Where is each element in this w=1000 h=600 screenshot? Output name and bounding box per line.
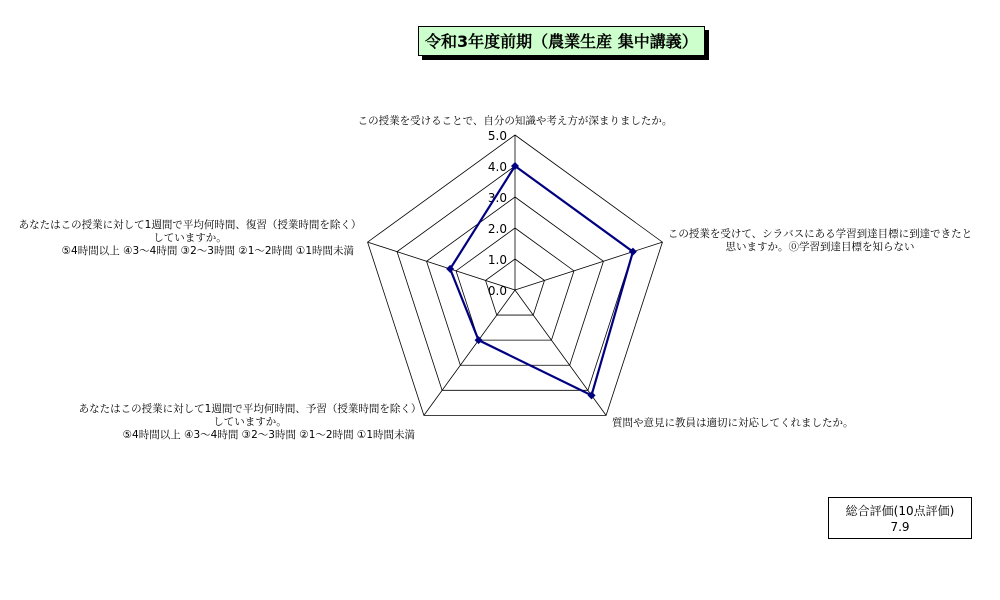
- summary-box: [828, 497, 972, 539]
- axis-label-line: 質問や意見に教員は適切に対応してくれましたか。: [612, 417, 854, 429]
- axis-label-line: していますか。: [153, 232, 227, 244]
- tick-label: 1.0: [487, 253, 507, 267]
- radar-spokes: [368, 135, 663, 415]
- tick-label: 2.0: [487, 222, 507, 236]
- series-point-2: [588, 391, 596, 399]
- axis-label-line: ⑤4時間以上 ④3～4時間 ③2～3時間 ②1～2時間 ①1時間未満: [122, 429, 415, 441]
- radar-tick-labels: [488, 129, 507, 298]
- radar-series: [446, 162, 637, 399]
- axis-label-2: [612, 416, 854, 429]
- axis-label-line: この授業を受けて、シラバスにある学習到達目標に到達できたと: [667, 228, 973, 240]
- tick-label: 0.0: [487, 284, 507, 298]
- axis-label-line: 思いますか。⓪学習到達目標を知らない: [725, 241, 915, 253]
- tick-label: 4.0: [487, 160, 507, 174]
- axis-label-1: [668, 227, 972, 253]
- tick-label: 3.0: [487, 191, 507, 205]
- axis-label-line: あなたはこの授業に対して1週間で平均何時間、予習（授業時間を除く）: [78, 403, 422, 415]
- axis-label-0: [358, 114, 673, 127]
- axis-label-line: していますか。: [213, 416, 287, 428]
- tick-label: 5.0: [487, 129, 507, 143]
- chart-title: 令和3年度前期（農業生産 集中講義）: [418, 26, 705, 56]
- series-point-3: [475, 336, 483, 344]
- summary-label: 総合評価(10点評価): [845, 504, 955, 518]
- axis-label-4: [19, 218, 362, 257]
- summary-value: 7.9: [890, 520, 910, 534]
- axis-label-line: ⑤4時間以上 ④3～4時間 ③2～3時間 ②1～2時間 ①1時間未満: [61, 245, 354, 257]
- spoke-1: [515, 242, 662, 290]
- axis-label-line: この授業を受けることで、自分の知識や考え方が深まりましたか。: [357, 115, 673, 127]
- axis-label-3: [79, 402, 422, 441]
- axis-label-line: あなたはこの授業に対して1週間で平均何時間、復習（授業時間を除く）: [18, 219, 362, 231]
- spoke-3: [424, 290, 515, 415]
